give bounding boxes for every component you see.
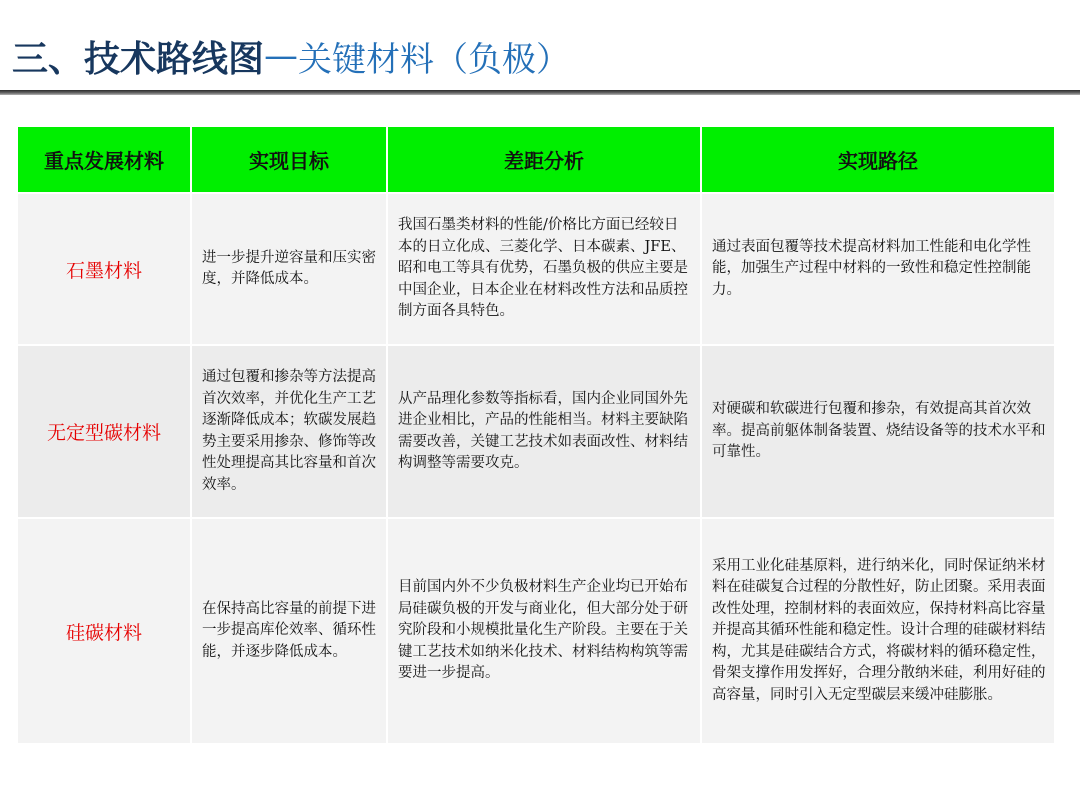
gap-cell: [388, 519, 700, 743]
material-cell: [18, 519, 190, 743]
goal-text: 在保持高比容量的前提下进一步提高库伦效率、循环性能，并逐步降低成本。: [202, 600, 376, 660]
title-dash: —: [264, 36, 299, 76]
roadmap-table: [16, 125, 1056, 745]
path-text: 通过表面包覆等技术提高材料加工性能和电化学性能，加强生产过程中材料的一致性和稳定性控制能力。: [712, 238, 1031, 298]
header-gap: 差距分析: [388, 127, 700, 192]
gap-text: 我国石墨类材料的性能/价格比方面已经较日本的日立化成、三菱化学、日本碳素、JFE、昭和电工等具有优势，石墨负极的供应主要是中国企业，日本企业在材料改性方法和品质控制方面各具特色。: [398, 217, 688, 320]
goal-text: 通过包覆和掺杂等方法提高首次效率，并优化生产工艺逐渐降低成本；软碳发展趋势主要采用掺杂、修饰等改性处理提高其比容量和首次效率。: [202, 369, 376, 493]
gap-text: 从产品理化参数等指标看，国内企业同国外先进企业相比，产品的性能相当。材料主要缺陷需要改善，关键工艺技术如表面改性、材料结构调整等需要攻克。: [398, 390, 688, 471]
header-path: 实现路径: [702, 127, 1054, 192]
material-cell: [18, 194, 190, 344]
path-cell: [702, 194, 1054, 344]
material-cell: [18, 346, 190, 517]
gap-cell: [388, 346, 700, 517]
table-row: [18, 194, 1054, 344]
table-header-row: [18, 127, 1054, 192]
gap-text: 目前国内外不少负极材料生产企业均已开始布局硅碳负极的开发与商业化，但大部分处于研究阶段和小规模批量化生产阶段。主要在于关键工艺技术如纳米化技术、材料结构构筑等需要进一步提高。: [398, 579, 688, 682]
header-material: 重点发展材料: [18, 127, 190, 192]
header-goal: 实现目标: [192, 127, 386, 192]
material-name: 石墨材料: [65, 259, 142, 282]
goal-cell: [192, 194, 386, 344]
goal-cell: [192, 519, 386, 743]
path-text: 对硬碳和软碳进行包覆和掺杂，有效提高其首次效率。提高前躯体制备装置、烧结设备等的技术水平和可靠性。: [712, 401, 1046, 461]
table-row: [18, 346, 1054, 517]
title-divider: [0, 90, 1080, 95]
gap-cell: [388, 194, 700, 344]
material-name: 无定型碳材料: [46, 422, 161, 444]
title-main: 三、技术路线图: [12, 38, 265, 80]
path-cell: [702, 519, 1054, 743]
path-text: 采用工业化硅基原料，进行纳米化，同时保证纳米材料在硅碳复合过程的分散性好，防止团聚。采用表面改性处理，控制材料的表面效应，保持材料高比容量并提高其循环性能和稳定性。设计合理的硅碳材料结构，尤其是硅碳结合方式，将碳材料的循环稳定性，骨架支撑作用发挥好，合理分散纳米硅，利用好硅的高容量，同时引入无定型碳层来缓冲硅膨胀。: [712, 557, 1046, 703]
table-row: [18, 519, 1054, 743]
goal-cell: [192, 346, 386, 517]
slide-title: [12, 30, 570, 82]
material-name: 硅碳材料: [65, 621, 142, 644]
path-cell: [702, 346, 1054, 517]
goal-text: 进一步提升逆容量和压实密度，并降低成本。: [202, 249, 376, 287]
title-sub: 关键材料（负极）: [298, 39, 571, 80]
